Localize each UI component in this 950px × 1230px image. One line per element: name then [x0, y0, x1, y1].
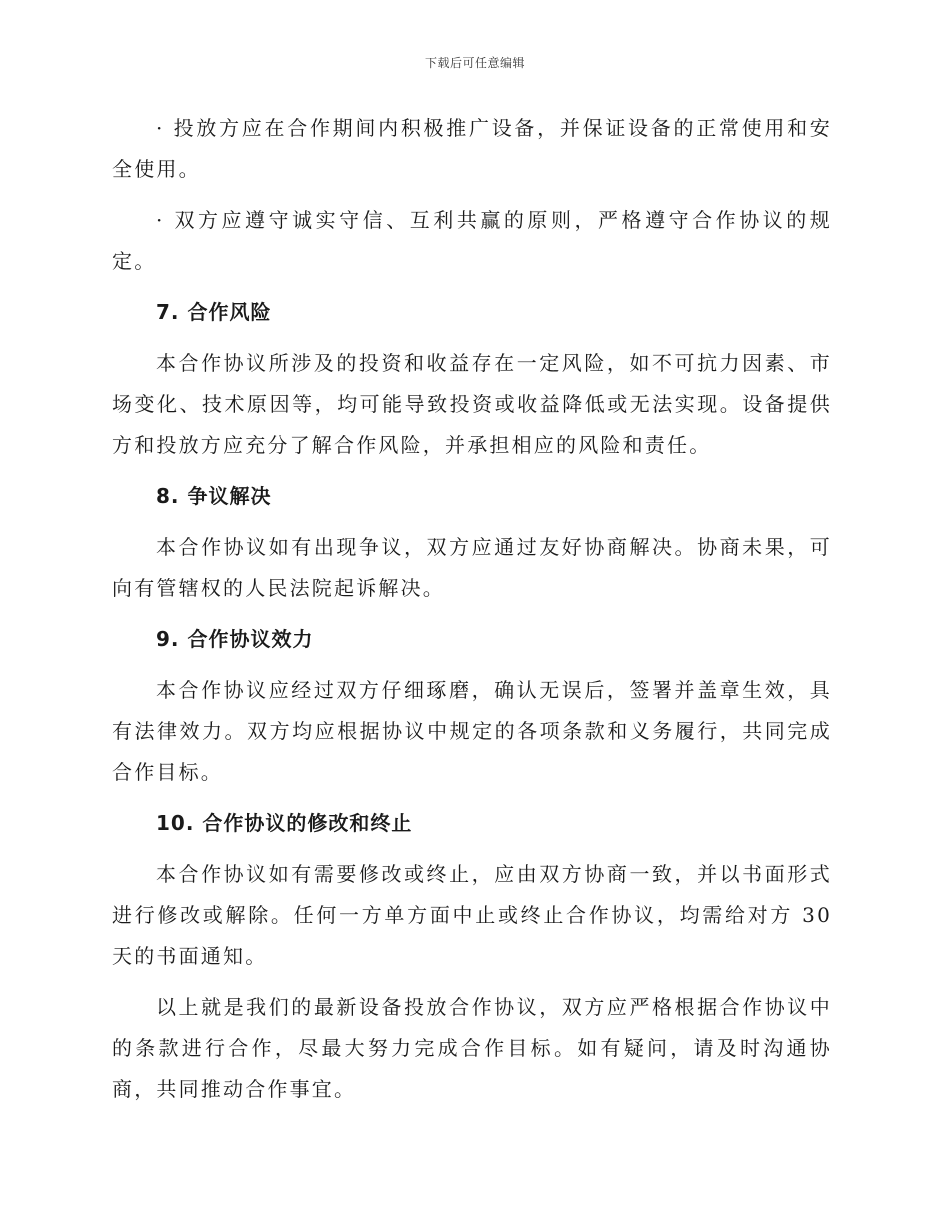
- section-heading-dispute: 8. 争议解决: [156, 484, 272, 508]
- bullet-item-promotion: · 投放方应在合作期间内积极推广设备，并保证设备的正常使用和安全使用。: [112, 116, 832, 181]
- section-heading-validity: 9. 合作协议效力: [156, 627, 314, 651]
- paragraph-validity: 本合作协议应经过双方仔细琢磨，确认无误后，签署并盖章生效，具有法律效力。双方均应根据协议中规定的各项条款和义务履行，共同完成合作目标。: [112, 678, 832, 784]
- page-header: 下载后可任意编辑: [424, 56, 525, 70]
- paragraph-risk: 本合作协议所涉及的投资和收益存在一定风险，如不可抗力因素、市场变化、技术原因等，均可能导致投资或收益降低或无法实现。设备提供方和投放方应充分了解合作风险，并承担相应的风险和责任。: [112, 351, 832, 457]
- document-body: [112, 108, 832, 1120]
- bullet-item-principles: · 双方应遵守诚实守信、互利共赢的原则，严格遵守合作协议的规定。: [112, 208, 832, 273]
- paragraph-modification: 本合作协议如有需要修改或终止，应由双方协商一致，并以书面形式进行修改或解除。任何一方单方面中止或终止合作协议，均需给对方 30 天的书面通知。: [112, 862, 832, 968]
- paragraph-dispute: 本合作协议如有出现争议，双方应通过友好协商解决。协商未果，可向有管辖权的人民法院起诉解决。: [112, 535, 832, 600]
- section-heading-risk: 7. 合作风险: [156, 300, 272, 324]
- paragraph-closing: 以上就是我们的最新设备投放合作协议，双方应严格根据合作协议中的条款进行合作，尽最大努力完成合作目标。如有疑问，请及时沟通协商，共同推动合作事宜。: [112, 995, 832, 1101]
- section-heading-modification: 10. 合作协议的修改和终止: [156, 811, 413, 835]
